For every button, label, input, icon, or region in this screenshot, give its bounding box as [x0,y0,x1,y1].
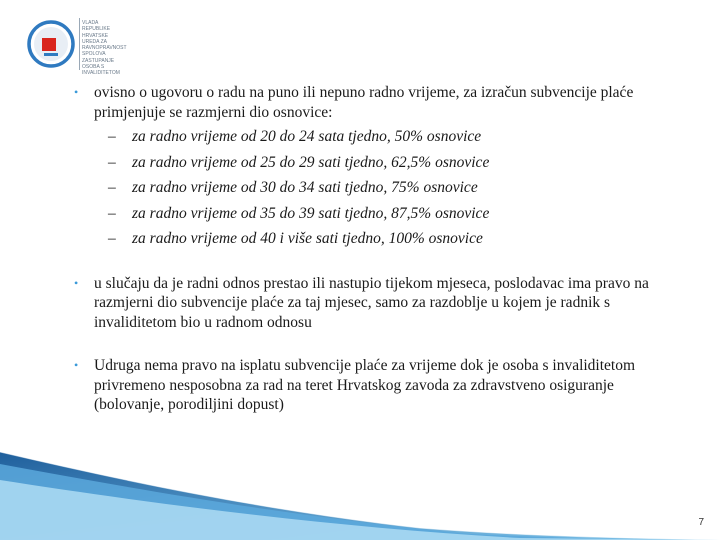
bullet-text: u slučaju da je radni odnos prestao ili nastupio tijekom mjeseca, poslodavac ima pravo na razmjerni dio subvencije plaće za taj mjesec, samo za razdoblje u kojem je radnik s invaliditetom bio u radnom odnosu [94,274,649,331]
logo-divider [79,18,81,70]
logo-line: OSOBA S [82,64,105,71]
logo-text [82,20,152,77]
page-number: 7 [698,517,704,528]
bullet-item [74,274,664,333]
logo-line: HRVATSKE [82,32,109,39]
logo-line: RAVNOPRAVNOST [82,45,127,52]
logo-line: VLADA [82,20,99,26]
decorative-wave [0,450,720,540]
bullet-item [74,356,664,415]
logo [26,16,136,76]
logo-line: INVALIDITETOM [82,70,120,77]
sub-item: – za radno vrijeme od 30 do 34 sati tjedno, 75% osnovice [94,175,664,201]
logo-line: REPUBLIKE [82,26,111,33]
bullet-text: ovisno o ugovoru o radu na puno ili nepuno radno vrijeme, za izračun subvencije plaće primjenjuje se razmjerni dio osnovice: [94,84,634,121]
sub-item: – za radno vrijeme od 35 do 39 sati tjedno, 87,5% osnovice [94,201,664,227]
sub-item: – za radno vrijeme od 25 do 29 sati tjedno, 62,5% osnovice [94,150,664,176]
logo-line: SPOLOVA [82,51,106,58]
sub-item: – za radno vrijeme od 40 i više sati tjedno, 100% osnovice [94,226,664,252]
sub-list [94,124,664,252]
sub-item: – za radno vrijeme od 20 do 24 sata tjedno, 50% osnovice [94,124,664,150]
bullet-text: Udruga nema pravo na isplatu subvencije plaće za vrijeme dok je osoba s invaliditetom privremeno nesposobna za rad na teret Hrvatskog zavoda za zdravstveno osiguranje (bolovanje, porodiljini dopust) [94,357,636,413]
slide-content [74,83,664,415]
logo-line: ZASTUPANJE [82,57,115,64]
logo-line: UREDA ZA [82,38,108,45]
logo-emblem-icon [26,16,76,72]
bullet-item [74,83,664,252]
